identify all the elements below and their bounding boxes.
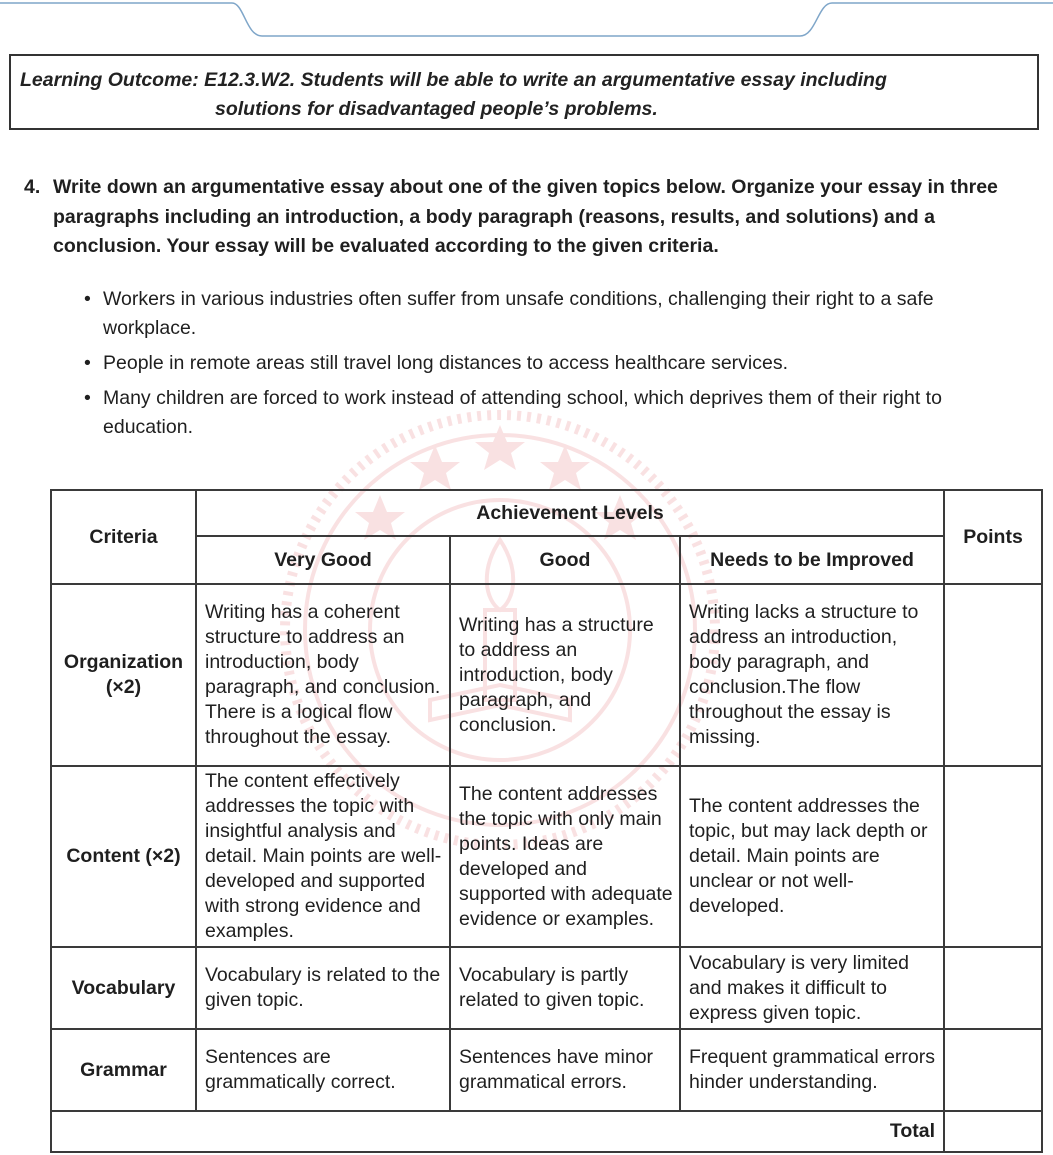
learning-outcome-box xyxy=(9,54,1039,130)
vocabulary-good: Vocabulary is partly related to given topic. xyxy=(450,947,680,1029)
learning-outcome-line-1: Learning Outcome: E12.3.W2. Students will be able to write an argumentative essay including xyxy=(20,69,887,91)
rubric-header-row xyxy=(51,490,1042,536)
organization-very-good: Writing has a coherent structure to address an introduction, body paragraph, and conclusion. There is a logical flow throughout the essay. xyxy=(196,584,450,766)
organization-needs-improvement: Writing lacks a structure to address an introduction, body paragraph, and conclusion.The flow throughout the essay is missing. xyxy=(680,584,944,766)
rubric-levels-row xyxy=(51,536,1042,584)
topic-text: People in remote areas still travel long distances to access healthcare services. xyxy=(103,352,789,374)
vocabulary-points-cell[interactable] xyxy=(944,947,1042,1029)
grammar-very-good: Sentences are grammatically correct. xyxy=(196,1029,450,1111)
rubric-total-row xyxy=(51,1111,1042,1152)
total-points-cell[interactable] xyxy=(944,1111,1042,1152)
total-label: Total xyxy=(51,1111,944,1152)
rubric-row-vocabulary xyxy=(51,947,1042,1029)
rubric-row-content xyxy=(51,766,1042,947)
rubric-table xyxy=(50,489,1043,1153)
organization-good: Writing has a structure to address an introduction, body paragraph, and conclusion. xyxy=(450,584,680,766)
topic-text: Many children are forced to work instead of attending school, which deprives them of their right to education. xyxy=(103,387,942,438)
topic-item xyxy=(84,285,1014,343)
achievement-levels-header: Achievement Levels xyxy=(196,490,944,536)
organization-points-cell[interactable] xyxy=(944,584,1042,766)
points-header: Points xyxy=(944,490,1042,584)
grammar-points-cell[interactable] xyxy=(944,1029,1042,1111)
question-number: 4. xyxy=(24,176,41,198)
criterion-grammar: Grammar xyxy=(51,1029,196,1111)
bullet-icon: • xyxy=(84,288,91,310)
criteria-header: Criteria xyxy=(51,490,196,584)
topic-text: Workers in various industries often suffer from unsafe conditions, challenging their right to a safe workplace. xyxy=(103,288,934,339)
grammar-good: Sentences have minor grammatical errors. xyxy=(450,1029,680,1111)
criterion-vocabulary: Vocabulary xyxy=(51,947,196,1029)
content-good: The content addresses the topic with only main points. Ideas are developed and supported with adequate evidence or examples. xyxy=(450,766,680,947)
learning-outcome-line-2: solutions for disadvantaged people’s problems. xyxy=(215,98,658,120)
bullet-icon: • xyxy=(84,387,91,409)
criterion-organization: Organization (×2) xyxy=(51,584,196,766)
content-points-cell[interactable] xyxy=(944,766,1042,947)
vocabulary-needs-improvement: Vocabulary is very limited and makes it difficult to express given topic. xyxy=(680,947,944,1029)
level-header-needs-improvement: Needs to be Improved xyxy=(680,536,944,584)
content-very-good: The content effectively addresses the topic with insightful analysis and detail. Main points are well-developed and supported with strong evidence and examples. xyxy=(196,766,450,947)
bullet-icon: • xyxy=(84,352,91,374)
topic-item xyxy=(84,384,1014,442)
vocabulary-very-good: Vocabulary is related to the given topic. xyxy=(196,947,450,1029)
criterion-content: Content (×2) xyxy=(51,766,196,947)
content-needs-improvement: The content addresses the topic, but may lack depth or detail. Main points are unclear or not well-developed. xyxy=(680,766,944,947)
rubric-row-grammar xyxy=(51,1029,1042,1111)
topic-item xyxy=(84,349,1014,378)
header-decor xyxy=(0,0,1053,40)
grammar-needs-improvement: Frequent grammatical errors hinder understanding. xyxy=(680,1029,944,1111)
level-header-very-good: Very Good xyxy=(196,536,450,584)
question-text: Write down an argumentative essay about one of the given topics below. Organize your essay in three paragraphs including an introduction, a body paragraph (reasons, results, and solutions) and a conclusion. Your essay will be evaluated according to the given criteria. xyxy=(53,176,998,257)
level-header-good: Good xyxy=(450,536,680,584)
rubric-row-organization xyxy=(51,584,1042,766)
